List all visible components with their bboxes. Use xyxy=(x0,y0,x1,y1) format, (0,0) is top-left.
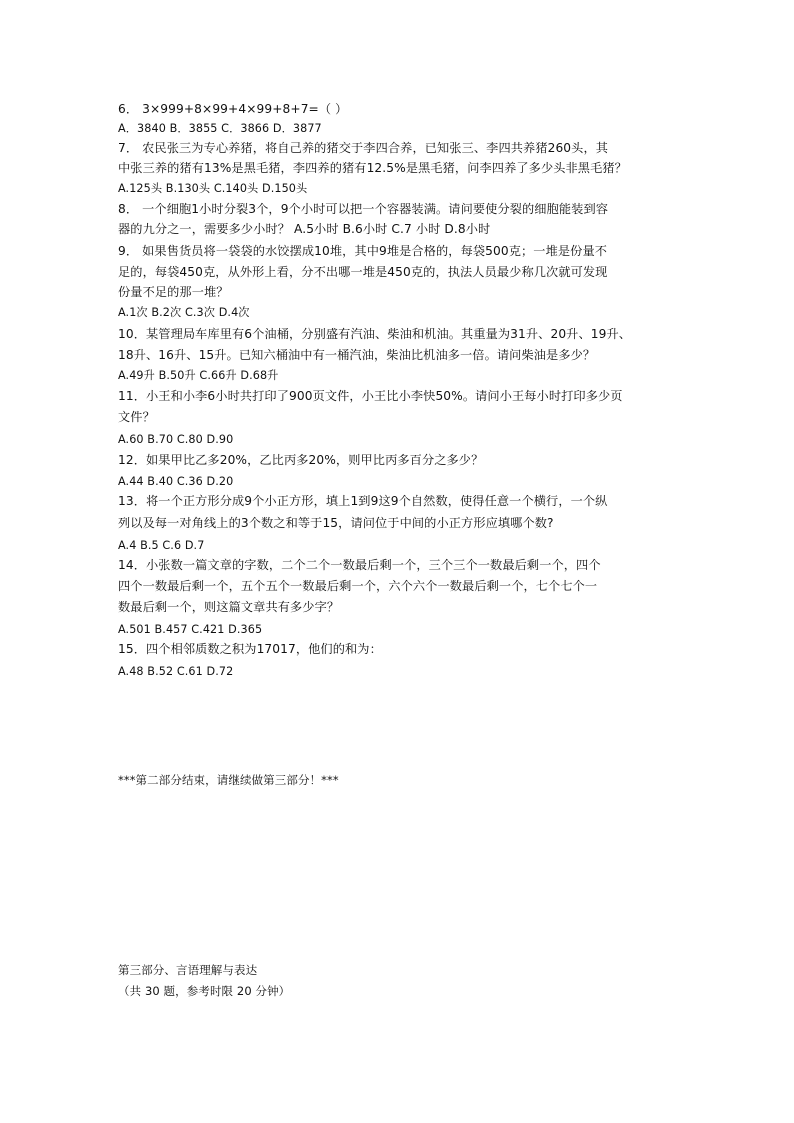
q9-line2: 足的，每袋450克，从外形上看，分不出哪一堆是450克的，执法人员最少称几次就可发现 xyxy=(118,265,608,279)
q14-options: A.501 B.457 C.421 D.365 xyxy=(118,623,263,636)
q7-line1: 7． 农民张三为专心养猪，将自己养的猪交于李四合养，已知张三、李四共养猪260头，其 xyxy=(118,141,609,155)
q13-line1: 13．将一个正方形分成9个小正方形，填上1到9这9个自然数，使得任意一个横行，一个纵 xyxy=(118,494,608,508)
q7-line2: 中张三养的猪有13%是黑毛猪，李四养的猪有12.5%是黑毛猪，问李四养了多少头非黑毛猪？ xyxy=(118,161,627,175)
q15-options: A.48 B.52 C.61 D.72 xyxy=(118,665,234,678)
q14-line3: 数最后剩一个，则这篇文章共有多少字？ xyxy=(118,600,340,614)
q15-stem: 15．四个相邻质数之积为17017，他们的和为： xyxy=(118,642,382,656)
q12-stem: 12．如果甲比乙多20%，乙比丙多20%，则甲比丙多百分之多少？ xyxy=(118,453,484,467)
q10-line2: 18升、16升、15升。已知六桶油中有一桶汽油，柴油比机油多一倍。请问柴油是多少？ xyxy=(118,348,596,362)
q6-stem: 6． 3×999+8×99+4×99+8+7=（ ） xyxy=(118,102,348,116)
q11-line2: 文件？ xyxy=(118,410,155,424)
q11-line1: 11．小王和小李6小时共打印了900页文件，小王比小李快50%。请问小王每小时打印多少页 xyxy=(118,389,623,403)
q9-line3: 份量不足的那一堆？ xyxy=(118,285,229,299)
q14-line1: 14．小张数一篇文章的字数，二个二个一数最后剩一个，三个三个一数最后剩一个，四个 xyxy=(118,558,601,572)
part3-title: 第三部分、言语理解与表达 xyxy=(118,963,258,977)
q13-line2: 列以及每一对角线上的3个数之和等于15，请问位于中间的小正方形应填哪个数? xyxy=(118,516,554,530)
q13-options: A.4 B.5 C.6 D.7 xyxy=(118,539,205,552)
q10-options: A.49升 B.50升 C.66升 D.68升 xyxy=(118,369,279,382)
q11-options: A.60 B.70 C.80 D.90 xyxy=(118,433,234,446)
q9-options: A.1次 B.2次 C.3次 D.4次 xyxy=(118,306,250,319)
q7-options: A.125头 B.130头 C.140头 D.150头 xyxy=(118,182,308,195)
q12-options: A.44 B.40 C.36 D.20 xyxy=(118,475,234,488)
q14-line2: 四个一数最后剩一个，五个五个一数最后剩一个，六个六个一数最后剩一个，七个七个一 xyxy=(118,579,598,593)
q6-options: A．3840 B．3855 C．3866 D．3877 xyxy=(118,122,322,135)
part3-subtitle: （共 30 题，参考时限 20 分钟） xyxy=(118,984,291,998)
q8-line1: 8． 一个细胞1小时分裂3个，9个小时可以把一个容器装满。请问要使分裂的细胞能装到容 xyxy=(118,202,609,216)
q9-line1: 9． 如果售货员将一袋袋的水饺摆成10堆，其中9堆是合格的，每袋500克；一堆是份量不 xyxy=(118,244,608,258)
q10-line1: 10．某管理局车库里有6个油桶，分别盛有汽油、柴油和机油。其重量为31升、20升、19升、 xyxy=(118,327,632,341)
section-end-notice: ***第二部分结束，请继续做第三部分！*** xyxy=(118,773,339,787)
q8-line2: 器的九分之一，需要多少小时？ A.5小时 B.6小时 C.7 小时 D.8小时 xyxy=(118,222,491,236)
